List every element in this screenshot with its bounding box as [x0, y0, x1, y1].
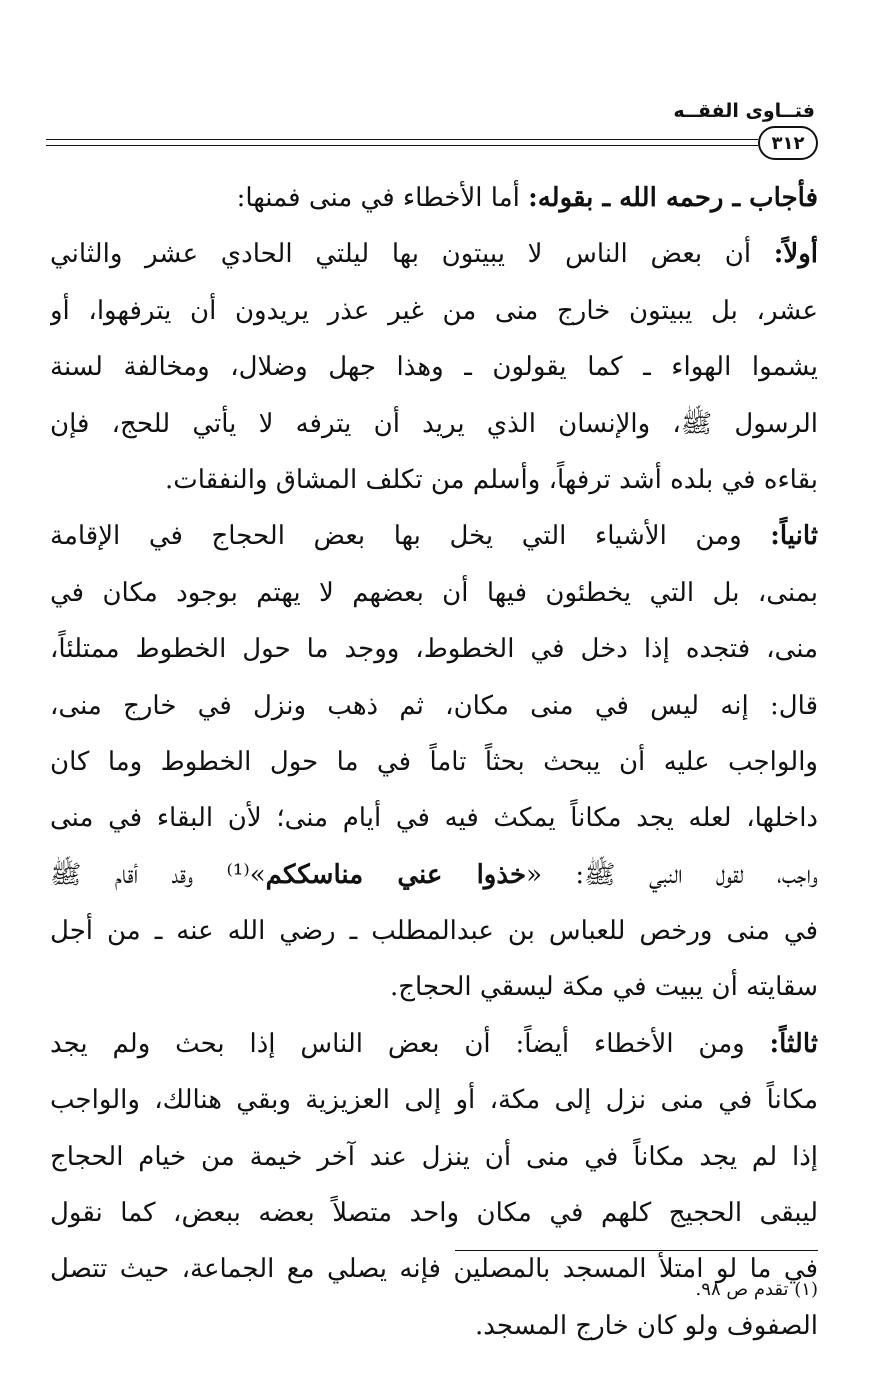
- footnote: (١) تقدم ص ٩٨.: [695, 1279, 818, 1300]
- body-line: في منى ورخص للعباس بن عبدالمطلب ـ رضي الله عنه ـ من أجل: [50, 916, 818, 947]
- point-label-second: ثانياً:: [770, 521, 818, 552]
- answer-intro: أما الأخطاء في منى فمنها:: [236, 183, 529, 213]
- body-line: إذا لم يجد مكاناً في منى أن ينزل عند آخر خيمة من خيام الحجاج: [50, 1141, 818, 1172]
- body-line: ثالثاً: ومن الأخطاء أيضاً: أن بعض الناس إذا بحث ولم يجد: [50, 1028, 818, 1059]
- footnote-rule: [455, 1250, 818, 1251]
- body-line: مكاناً في منى نزل إلى مكة، أو إلى العزيزية وبقي هنالك، والواجب: [50, 1085, 818, 1116]
- hadith-quote: خذوا عني مناسككم: [265, 859, 527, 890]
- body-line: يشموا الهواء ـ كما يقولون ـ وهذا جهل وضلال، ومخالفة لسنة: [50, 352, 818, 383]
- body-line: الصفوف ولو كان خارج المسجد.: [475, 1310, 818, 1341]
- body-line: منى، فتجده إذا دخل في الخطوط، ووجد ما حول الخطوط ممتلئاً،: [50, 634, 818, 665]
- body-line: بمنى، بل التي يخطئون فيها أن بعضهم لا يهتم بوجود مكان في: [50, 577, 818, 608]
- body-line: عشر، بل يبيتون خارج منى من غير عذر يريدون أن يترفهوا، أو: [50, 295, 818, 326]
- body-line: ليبقى الحجيج كلهم في مكان واحد متصلاً بعضه ببعض، كما نقول: [50, 1198, 818, 1229]
- point-label-first: أولاً:: [773, 239, 818, 270]
- body-line: واجب، لقول النبي ﷺ: «خذوا عني مناسككم»⁽¹⁾ وقد أقام ﷺ: [50, 859, 818, 890]
- body-line: الرسول ﷺ، والإنسان الذي يريد أن يترفه لا يأتي للحج، فإن: [50, 408, 818, 439]
- point-label-third: ثالثاً:: [769, 1028, 818, 1059]
- header-rule: [46, 145, 758, 146]
- body-text: [50, 170, 818, 1354]
- page-number: ٣١٢: [758, 126, 818, 160]
- body-line: والواجب عليه أن يبحث بحثاً تاماً في ما حول الخطوط وما كان: [50, 746, 818, 777]
- answer-intro-bold: فأجاب ـ رحمه الله ـ بقوله:: [528, 183, 818, 213]
- body-line: في ما لو امتلأ المسجد بالمصلين فإنه يصلي مع الجماعة، حيث تتصل: [50, 1254, 818, 1285]
- body-line: [50, 170, 818, 226]
- body-line: أولاً: أن بعض الناس لا يبيتون بها ليلتي الحادي عشر والثاني: [50, 239, 818, 270]
- running-title: فتــاوى الفقــه: [673, 100, 815, 122]
- body-line: سقايته أن يبيت في مكة ليسقي الحجاج.: [389, 972, 818, 1003]
- body-line: قال: إنه ليس في منى مكان، ثم ذهب ونزل في خارج منى،: [50, 690, 818, 721]
- header-rule: [46, 139, 758, 140]
- body-line: بقاءه في بلده أشد ترفهاً، وأسلم من تكلف المشاق والنفقات.: [164, 464, 818, 495]
- body-line: داخلها، لعله يجد مكاناً يمكث فيه في أيام منى؛ لأن البقاء في منى: [50, 803, 818, 834]
- body-line: ثانياً: ومن الأشياء التي يخل بها بعض الحجاج في الإقامة: [50, 521, 818, 552]
